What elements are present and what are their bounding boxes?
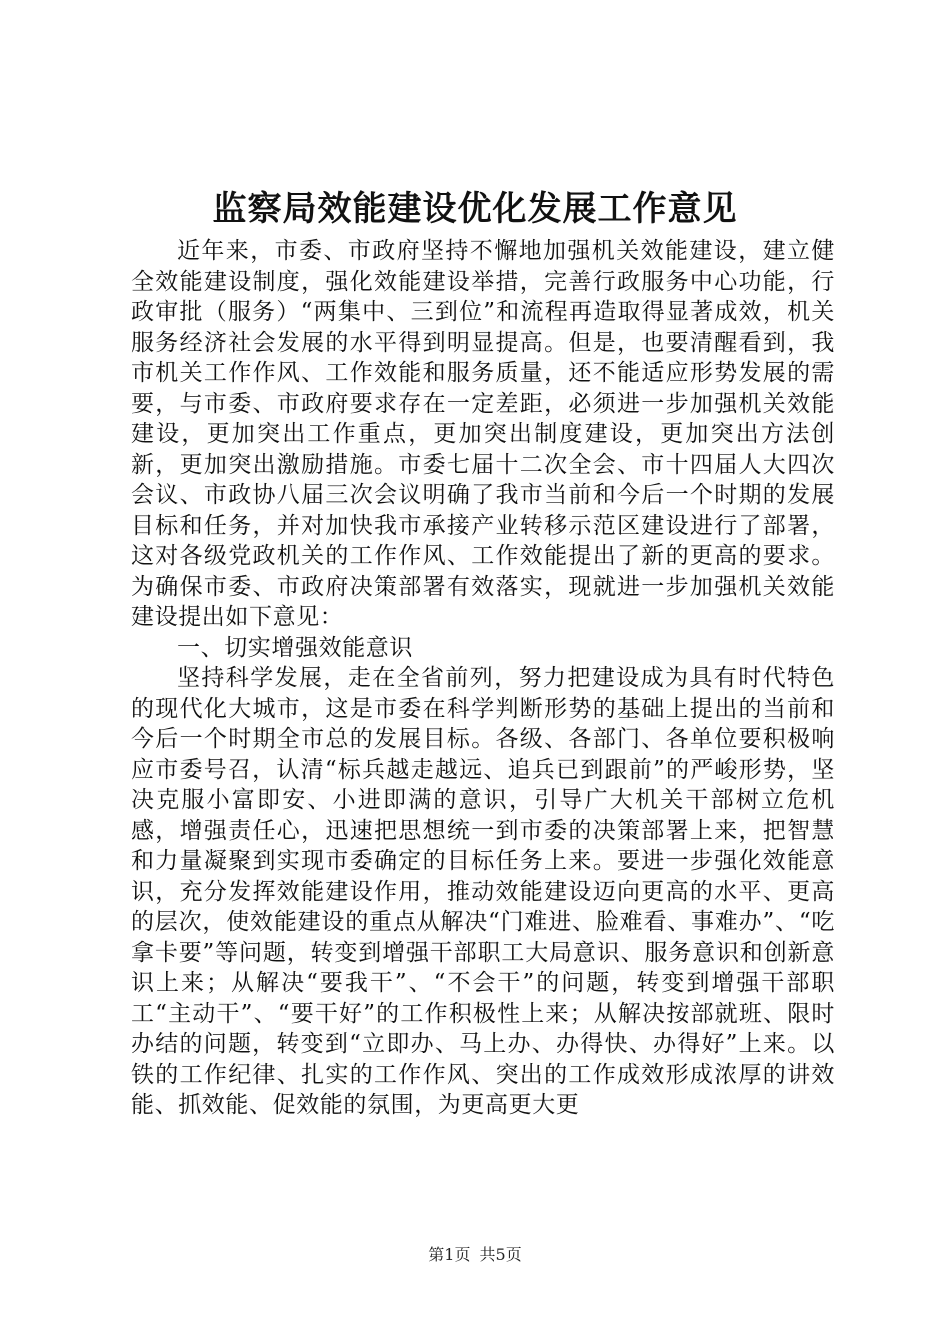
section-heading: 一、切实增强效能意识	[177, 634, 413, 661]
page-number: 第1页	[428, 1245, 471, 1264]
page-footer	[0, 1242, 950, 1265]
intro-paragraph: 近年来，市委、市政府坚持不懈地加强机关效能建设，建立健全效能建设制度，强化效能建设举措，完善行政服务中心功能，行政审批（服务）“两集中、三到位”和流程再造取得显著成效，机关服务经济社会发展的水平得到明显提高。但是，也要清醒看到，我市机关工作作风、工作效能和服务质量，还不能适应形势发展的需要，与市委、市政府要求存在一定差距，必须进一步加强机关效能建设，更加突出工作重点，更加突出制度建设，更加突出方法创新，更加突出激励措施。市委七届十二次全会、市十四届人大四次会议、市政协八届三次会议明确了我市当前和今后一个时期的发展目标和任务，并对加快我市承接产业转移示范区建设进行了部署，这对各级党政机关的工作作风、工作效能提出了新的更高的要求。为确保市委、市政府决策部署有效落实，现就进一步加强机关效能建设提出如下意见：	[131, 238, 835, 630]
document-title: 监察局效能建设优化发展工作意见	[212, 189, 738, 229]
page-total: 共5页	[479, 1245, 522, 1264]
section-paragraph: 坚持科学发展，走在全省前列，努力把建设成为具有时代特色的现代化大城市，这是市委在科学判断形势的基础上提出的当前和今后一个时期全市总的发展目标。各级、各部门、各单位要积极响应市委号召，认清“标兵越走越远、追兵已到跟前”的严峻形势，坚决克服小富即安、小进即满的意识，引导广大机关干部树立危机感，增强责任心，迅速把思想统一到市委的决策部署上来，把智慧和力量凝聚到实现市委确定的目标任务上来。要进一步强化效能意识，充分发挥效能建设作用，推动效能建设迈向更高的水平、更高的层次，使效能建设的重点从解决“门难进、脸难看、事难办”、“吃拿卡要”等问题，转变到增强干部职工大局意识、服务意识和创新意识上来；从解决“要我干”、“不会干”的问题，转变到增强干部职工“主动干”、“要干好”的工作积极性上来；从解决按部就班、限时办结的问题，转变到“立即办、马上办、办得快、办得好”上来。以铁的工作纪律、扎实的工作作风、突出的工作成效形成浓厚的讲效能、抓效能、促效能的氛围，为更高更大更	[131, 665, 835, 1118]
document-body	[131, 236, 835, 1121]
